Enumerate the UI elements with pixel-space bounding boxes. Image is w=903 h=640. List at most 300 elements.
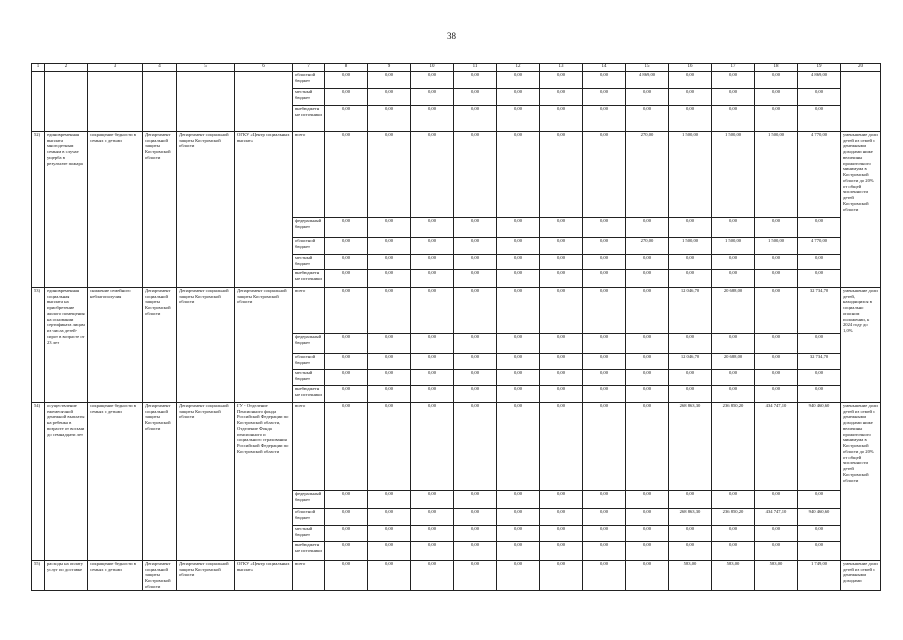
value-cell: 0,00 (325, 89, 368, 106)
value-cell: 1 500,00 (712, 132, 755, 218)
value-cell: 0,00 (540, 509, 583, 526)
responsible-executor: Департамент социальной защиты Костромской области (143, 403, 177, 561)
value-cell: 0,00 (798, 386, 841, 403)
column-number: 16 (669, 64, 712, 72)
value-cell: 0,00 (712, 542, 755, 561)
participant: ОГКУ «Центр социальных выплат» (235, 561, 293, 591)
continuation-empty-cell (177, 72, 235, 132)
value-cell: 0,00 (669, 491, 712, 509)
funding-source: областной бюджет (293, 509, 325, 526)
value-cell: 0,00 (626, 403, 669, 491)
column-number: 6 (235, 64, 293, 72)
value-cell: 0,00 (540, 106, 583, 132)
value-cell: 0,00 (454, 288, 497, 334)
column-number: 1 (32, 64, 45, 72)
funding-source: всего (293, 288, 325, 334)
value-cell: 0,00 (798, 491, 841, 509)
value-cell: 0,00 (454, 218, 497, 238)
value-cell: 0,00 (755, 526, 798, 542)
funding-source: всего (293, 403, 325, 491)
value-cell: 0,00 (411, 542, 454, 561)
value-cell: 0,00 (755, 106, 798, 132)
value-cell: 0,00 (798, 526, 841, 542)
value-cell: 0,00 (712, 72, 755, 89)
funding-source: областной бюджет (293, 72, 325, 89)
value-cell: 0,00 (325, 288, 368, 334)
responsible-executor: Департамент социальной защиты Костромской области (143, 132, 177, 288)
value-cell: 0,00 (411, 218, 454, 238)
column-number: 14 (583, 64, 626, 72)
value-cell: 0,00 (583, 561, 626, 591)
column-number: 5 (177, 64, 235, 72)
measure-number: 54) (32, 403, 45, 561)
continuation-result-cell (841, 72, 881, 132)
value-cell: 0,00 (755, 386, 798, 403)
value-cell: 0,00 (497, 403, 540, 491)
co-executor: Департамент социальной защиты Костромской области (177, 403, 235, 561)
header-row (32, 64, 881, 72)
value-cell: 0,00 (454, 561, 497, 591)
value-cell: 0,00 (497, 89, 540, 106)
value-cell: 0,00 (540, 526, 583, 542)
value-cell: 0,00 (540, 132, 583, 218)
value-cell: 0,00 (626, 370, 669, 386)
column-number: 7 (293, 64, 325, 72)
value-cell: 0,00 (368, 288, 411, 334)
value-cell: 0,00 (583, 270, 626, 288)
value-cell: 0,00 (540, 72, 583, 89)
value-cell: 0,00 (325, 106, 368, 132)
measure-total-row (32, 288, 881, 334)
funding-source: местный бюджет (293, 89, 325, 106)
value-cell: 0,00 (798, 542, 841, 561)
value-cell: 0,00 (626, 509, 669, 526)
measure-goal: сокращение бедности в семьях с детьми (88, 403, 143, 561)
value-cell: 0,00 (540, 370, 583, 386)
value-cell: 0,00 (497, 270, 540, 288)
measure-goal: сокращение бедности в семьях с детьми (88, 561, 143, 591)
measure-goal: снижение семейного неблагополучия (88, 288, 143, 403)
value-cell: 0,00 (454, 370, 497, 386)
value-cell: 0,00 (454, 491, 497, 509)
value-cell: 0,00 (325, 370, 368, 386)
column-number: 15 (626, 64, 669, 72)
value-cell: 1 500,00 (755, 132, 798, 218)
value-cell: 0,00 (755, 491, 798, 509)
value-cell: 0,00 (368, 370, 411, 386)
value-cell: 0,00 (454, 386, 497, 403)
value-cell: 0,00 (368, 72, 411, 89)
value-cell: 0,00 (712, 526, 755, 542)
value-cell: 0,00 (540, 561, 583, 591)
value-cell: 0,00 (583, 370, 626, 386)
value-cell: 0,00 (325, 509, 368, 526)
value-cell: 0,00 (798, 270, 841, 288)
value-cell: 0,00 (411, 89, 454, 106)
value-cell: 0,00 (540, 218, 583, 238)
funding-source: всего (293, 561, 325, 591)
value-cell: 0,00 (411, 354, 454, 370)
value-cell: 0,00 (454, 238, 497, 255)
value-cell: 0,00 (755, 72, 798, 89)
funding-source: внебюджетные источники (293, 106, 325, 132)
value-cell: 0,00 (540, 354, 583, 370)
value-cell: 0,00 (755, 270, 798, 288)
value-cell: 0,00 (368, 255, 411, 270)
value-cell: 0,00 (368, 526, 411, 542)
budget-table (31, 63, 881, 591)
funding-source: федеральный бюджет (293, 491, 325, 509)
value-cell: 0,00 (669, 386, 712, 403)
value-cell: 236 850,20 (712, 403, 755, 491)
value-cell: 1 500,00 (712, 238, 755, 255)
expected-result: уменьшение доли детей из семей с денежными доходами ниже величины прожиточного минимума в Костромской области до 20% от общей численности детей Костромской области (841, 132, 881, 288)
participant: ГУ - Отделение Пенсионного фонда Российской Федерации по Костромской области, Отделение Фонда пенсионного и социального страхования Российской Федерации по Костромской области (235, 403, 293, 561)
continuation-empty-cell (143, 72, 177, 132)
funding-source: внебюджетные источники (293, 542, 325, 561)
value-cell: 0,00 (368, 354, 411, 370)
value-cell: 268 863,30 (669, 403, 712, 491)
value-cell: 0,00 (540, 334, 583, 354)
value-cell: 0,00 (540, 288, 583, 334)
value-cell: 20 688,00 (712, 354, 755, 370)
column-number: 17 (712, 64, 755, 72)
column-number: 10 (411, 64, 454, 72)
value-cell: 0,00 (454, 270, 497, 288)
value-cell: 0,00 (798, 255, 841, 270)
value-cell: 0,00 (497, 526, 540, 542)
value-cell: 0,00 (411, 238, 454, 255)
measure-goal: сокращение бедности в семьях с детьми (88, 132, 143, 288)
value-cell: 0,00 (669, 218, 712, 238)
value-cell: 0,00 (626, 386, 669, 403)
value-cell: 0,00 (669, 106, 712, 132)
value-cell: 0,00 (583, 106, 626, 132)
value-cell: 0,00 (411, 106, 454, 132)
value-cell: 0,00 (755, 288, 798, 334)
column-number: 3 (88, 64, 143, 72)
value-cell: 32 734,70 (798, 288, 841, 334)
value-cell: 0,00 (583, 491, 626, 509)
value-cell: 0,00 (669, 72, 712, 89)
value-cell: 0,00 (583, 334, 626, 354)
value-cell: 0,00 (411, 491, 454, 509)
value-cell: 583,00 (669, 561, 712, 591)
value-cell: 0,00 (454, 542, 497, 561)
value-cell: 0,00 (411, 370, 454, 386)
continuation-empty-cell (32, 72, 45, 132)
value-cell: 0,00 (712, 334, 755, 354)
value-cell: 1 500,00 (669, 238, 712, 255)
value-cell: 0,00 (583, 542, 626, 561)
funding-source: всего (293, 132, 325, 218)
value-cell: 12 046,70 (669, 288, 712, 334)
value-cell: 0,00 (368, 334, 411, 354)
value-cell: 0,00 (798, 106, 841, 132)
value-cell: 0,00 (325, 403, 368, 491)
value-cell: 0,00 (583, 255, 626, 270)
value-cell: 0,00 (325, 72, 368, 89)
measure-name: расходы на оплату услуг по доставке (45, 561, 88, 591)
value-cell: 583,00 (755, 561, 798, 591)
value-cell: 0,00 (583, 132, 626, 218)
value-cell: 0,00 (368, 542, 411, 561)
value-cell: 0,00 (755, 354, 798, 370)
value-cell: 0,00 (454, 509, 497, 526)
value-cell: 0,00 (325, 334, 368, 354)
funding-source: областной бюджет (293, 238, 325, 255)
value-cell: 0,00 (411, 270, 454, 288)
value-cell: 0,00 (411, 509, 454, 526)
value-cell: 0,00 (454, 255, 497, 270)
value-cell: 0,00 (325, 526, 368, 542)
value-cell: 0,00 (368, 491, 411, 509)
column-number: 2 (45, 64, 88, 72)
value-cell: 0,00 (368, 403, 411, 491)
value-cell: 0,00 (669, 542, 712, 561)
value-cell: 434 747,10 (755, 403, 798, 491)
measure-total-row (32, 561, 881, 591)
value-cell: 0,00 (368, 132, 411, 218)
measure-number: 53) (32, 288, 45, 403)
value-cell: 0,00 (626, 354, 669, 370)
value-cell: 0,00 (712, 218, 755, 238)
value-cell: 0,00 (626, 491, 669, 509)
page-number: 38 (447, 31, 456, 41)
value-cell: 0,00 (497, 354, 540, 370)
value-cell: 0,00 (583, 354, 626, 370)
column-number: 4 (143, 64, 177, 72)
value-cell: 0,00 (411, 403, 454, 491)
value-cell: 0,00 (325, 132, 368, 218)
value-cell: 0,00 (755, 255, 798, 270)
measure-name: единовременная выплата многодетным семьям в случае ущерба в результате пожара (45, 132, 88, 288)
value-cell: 0,00 (497, 238, 540, 255)
value-cell: 0,00 (626, 218, 669, 238)
funding-source: федеральный бюджет (293, 334, 325, 354)
co-executor: Департамент социальной защиты Костромской области (177, 288, 235, 403)
value-cell: 940 460,60 (798, 403, 841, 491)
value-cell: 0,00 (626, 526, 669, 542)
value-cell: 270,00 (626, 132, 669, 218)
value-cell: 0,00 (669, 526, 712, 542)
column-number: 20 (841, 64, 881, 72)
value-cell: 0,00 (368, 386, 411, 403)
value-cell: 0,00 (497, 542, 540, 561)
column-number: 8 (325, 64, 368, 72)
value-cell: 940 460,60 (798, 509, 841, 526)
value-cell: 0,00 (368, 106, 411, 132)
expected-result: уменьшение доли детей из семей с денежными доходами (841, 561, 881, 591)
value-cell: 0,00 (497, 106, 540, 132)
value-cell: 0,00 (669, 270, 712, 288)
value-cell: 0,00 (497, 370, 540, 386)
value-cell: 0,00 (497, 218, 540, 238)
funding-source: внебюджетные источники (293, 386, 325, 403)
value-cell: 0,00 (454, 403, 497, 491)
funding-source: областной бюджет (293, 354, 325, 370)
value-cell: 0,00 (712, 491, 755, 509)
value-cell: 0,00 (411, 386, 454, 403)
column-number: 9 (368, 64, 411, 72)
value-cell: 0,00 (583, 509, 626, 526)
value-cell: 0,00 (325, 354, 368, 370)
value-cell: 0,00 (540, 403, 583, 491)
value-cell: 0,00 (368, 561, 411, 591)
value-cell: 0,00 (454, 106, 497, 132)
value-cell: 4 770,00 (798, 238, 841, 255)
value-cell: 0,00 (540, 255, 583, 270)
value-cell: 0,00 (540, 542, 583, 561)
value-cell: 0,00 (712, 270, 755, 288)
value-cell: 0,00 (755, 334, 798, 354)
value-cell: 0,00 (626, 89, 669, 106)
column-number: 11 (454, 64, 497, 72)
value-cell: 236 850,20 (712, 509, 755, 526)
value-cell: 0,00 (669, 370, 712, 386)
measure-name: осуществление ежемесячной денежной выплаты на ребенка в возрасте от восьми до семнадцати лет (45, 403, 88, 561)
value-cell: 0,00 (411, 561, 454, 591)
value-cell: 0,00 (325, 238, 368, 255)
funding-source: местный бюджет (293, 255, 325, 270)
value-cell: 0,00 (669, 255, 712, 270)
value-cell: 0,00 (755, 218, 798, 238)
value-cell: 0,00 (325, 561, 368, 591)
value-cell: 0,00 (712, 386, 755, 403)
value-cell: 0,00 (497, 386, 540, 403)
value-cell: 0,00 (368, 238, 411, 255)
value-cell: 0,00 (540, 270, 583, 288)
value-cell: 0,00 (540, 89, 583, 106)
value-cell: 0,00 (626, 270, 669, 288)
value-cell: 0,00 (626, 561, 669, 591)
value-cell: 0,00 (411, 334, 454, 354)
value-cell: 0,00 (411, 132, 454, 218)
value-cell: 0,00 (325, 386, 368, 403)
value-cell: 0,00 (454, 72, 497, 89)
value-cell: 0,00 (798, 370, 841, 386)
measure-total-row (32, 132, 881, 218)
value-cell: 0,00 (583, 526, 626, 542)
value-cell: 0,00 (583, 386, 626, 403)
value-cell: 0,00 (497, 334, 540, 354)
value-cell: 0,00 (497, 132, 540, 218)
value-cell: 0,00 (798, 334, 841, 354)
value-cell: 0,00 (540, 238, 583, 255)
funding-source: местный бюджет (293, 526, 325, 542)
value-cell: 0,00 (755, 89, 798, 106)
value-cell: 0,00 (497, 491, 540, 509)
value-cell: 0,00 (368, 218, 411, 238)
participant: Департамент социальной защиты Костромской области (235, 288, 293, 403)
measure-number: 55) (32, 561, 45, 591)
value-cell: 0,00 (583, 72, 626, 89)
value-cell: 0,00 (626, 255, 669, 270)
continuation-row (32, 72, 881, 89)
value-cell: 0,00 (798, 89, 841, 106)
value-cell: 0,00 (497, 288, 540, 334)
value-cell: 0,00 (454, 89, 497, 106)
value-cell: 0,00 (540, 386, 583, 403)
value-cell: 0,00 (497, 509, 540, 526)
continuation-empty-cell (88, 72, 143, 132)
co-executor: Департамент социальной защиты Костромской области (177, 561, 235, 591)
value-cell: 583,00 (712, 561, 755, 591)
value-cell: 0,00 (583, 89, 626, 106)
value-cell: 0,00 (583, 403, 626, 491)
funding-source: местный бюджет (293, 370, 325, 386)
value-cell: 0,00 (755, 370, 798, 386)
value-cell: 0,00 (583, 288, 626, 334)
value-cell: 0,00 (325, 491, 368, 509)
value-cell: 0,00 (712, 106, 755, 132)
value-cell: 0,00 (626, 106, 669, 132)
value-cell: 0,00 (626, 334, 669, 354)
value-cell: 0,00 (669, 89, 712, 106)
measure-number: 52) (32, 132, 45, 288)
value-cell: 4 869,00 (798, 72, 841, 89)
value-cell: 0,00 (325, 270, 368, 288)
value-cell: 0,00 (411, 526, 454, 542)
measure-total-row (32, 403, 881, 491)
value-cell: 0,00 (540, 491, 583, 509)
value-cell: 0,00 (712, 89, 755, 106)
value-cell: 1 500,00 (669, 132, 712, 218)
value-cell: 0,00 (411, 255, 454, 270)
measure-name: единовременная социальная выплата на приобретение жилого помещения на основании сертификата лицам из числа детей-сирот в возрасте от 23 лет (45, 288, 88, 403)
expected-result: уменьшение доли детей из семей с денежными доходами ниже величины прожиточного минимума в Костромской области до 20% от общей численности детей Костромской области (841, 403, 881, 561)
value-cell: 0,00 (712, 255, 755, 270)
value-cell: 0,00 (626, 288, 669, 334)
value-cell: 268 863,30 (669, 509, 712, 526)
value-cell: 0,00 (497, 255, 540, 270)
co-executor: Департамент социальной защиты Костромской области (177, 132, 235, 288)
value-cell: 4 869,00 (626, 72, 669, 89)
value-cell: 0,00 (411, 72, 454, 89)
value-cell: 4 770,00 (798, 132, 841, 218)
value-cell: 0,00 (798, 218, 841, 238)
value-cell: 0,00 (669, 334, 712, 354)
participant: ОГКУ «Центр социальных выплат» (235, 132, 293, 288)
value-cell: 12 046,70 (669, 354, 712, 370)
value-cell: 0,00 (583, 238, 626, 255)
responsible-executor: Департамент социальной защиты Костромской области (143, 561, 177, 591)
value-cell: 0,00 (325, 218, 368, 238)
value-cell: 0,00 (626, 542, 669, 561)
column-number: 19 (798, 64, 841, 72)
value-cell: 0,00 (368, 270, 411, 288)
value-cell: 0,00 (325, 542, 368, 561)
value-cell: 434 747,10 (755, 509, 798, 526)
column-number: 12 (497, 64, 540, 72)
value-cell: 0,00 (497, 72, 540, 89)
value-cell: 0,00 (411, 288, 454, 334)
value-cell: 0,00 (497, 561, 540, 591)
continuation-empty-cell (45, 72, 88, 132)
value-cell: 0,00 (454, 354, 497, 370)
value-cell: 0,00 (454, 526, 497, 542)
funding-source: федеральный бюджет (293, 218, 325, 238)
expected-result: уменьшение доли детей, находящихся в социально опасном положении, к 2024 году до 1,0% (841, 288, 881, 403)
value-cell: 0,00 (368, 509, 411, 526)
value-cell: 20 688,00 (712, 288, 755, 334)
responsible-executor: Департамент социальной защиты Костромской области (143, 288, 177, 403)
value-cell: 0,00 (454, 132, 497, 218)
column-number: 13 (540, 64, 583, 72)
value-cell: 0,00 (325, 255, 368, 270)
value-cell: 1 500,00 (755, 238, 798, 255)
value-cell: 32 734,70 (798, 354, 841, 370)
